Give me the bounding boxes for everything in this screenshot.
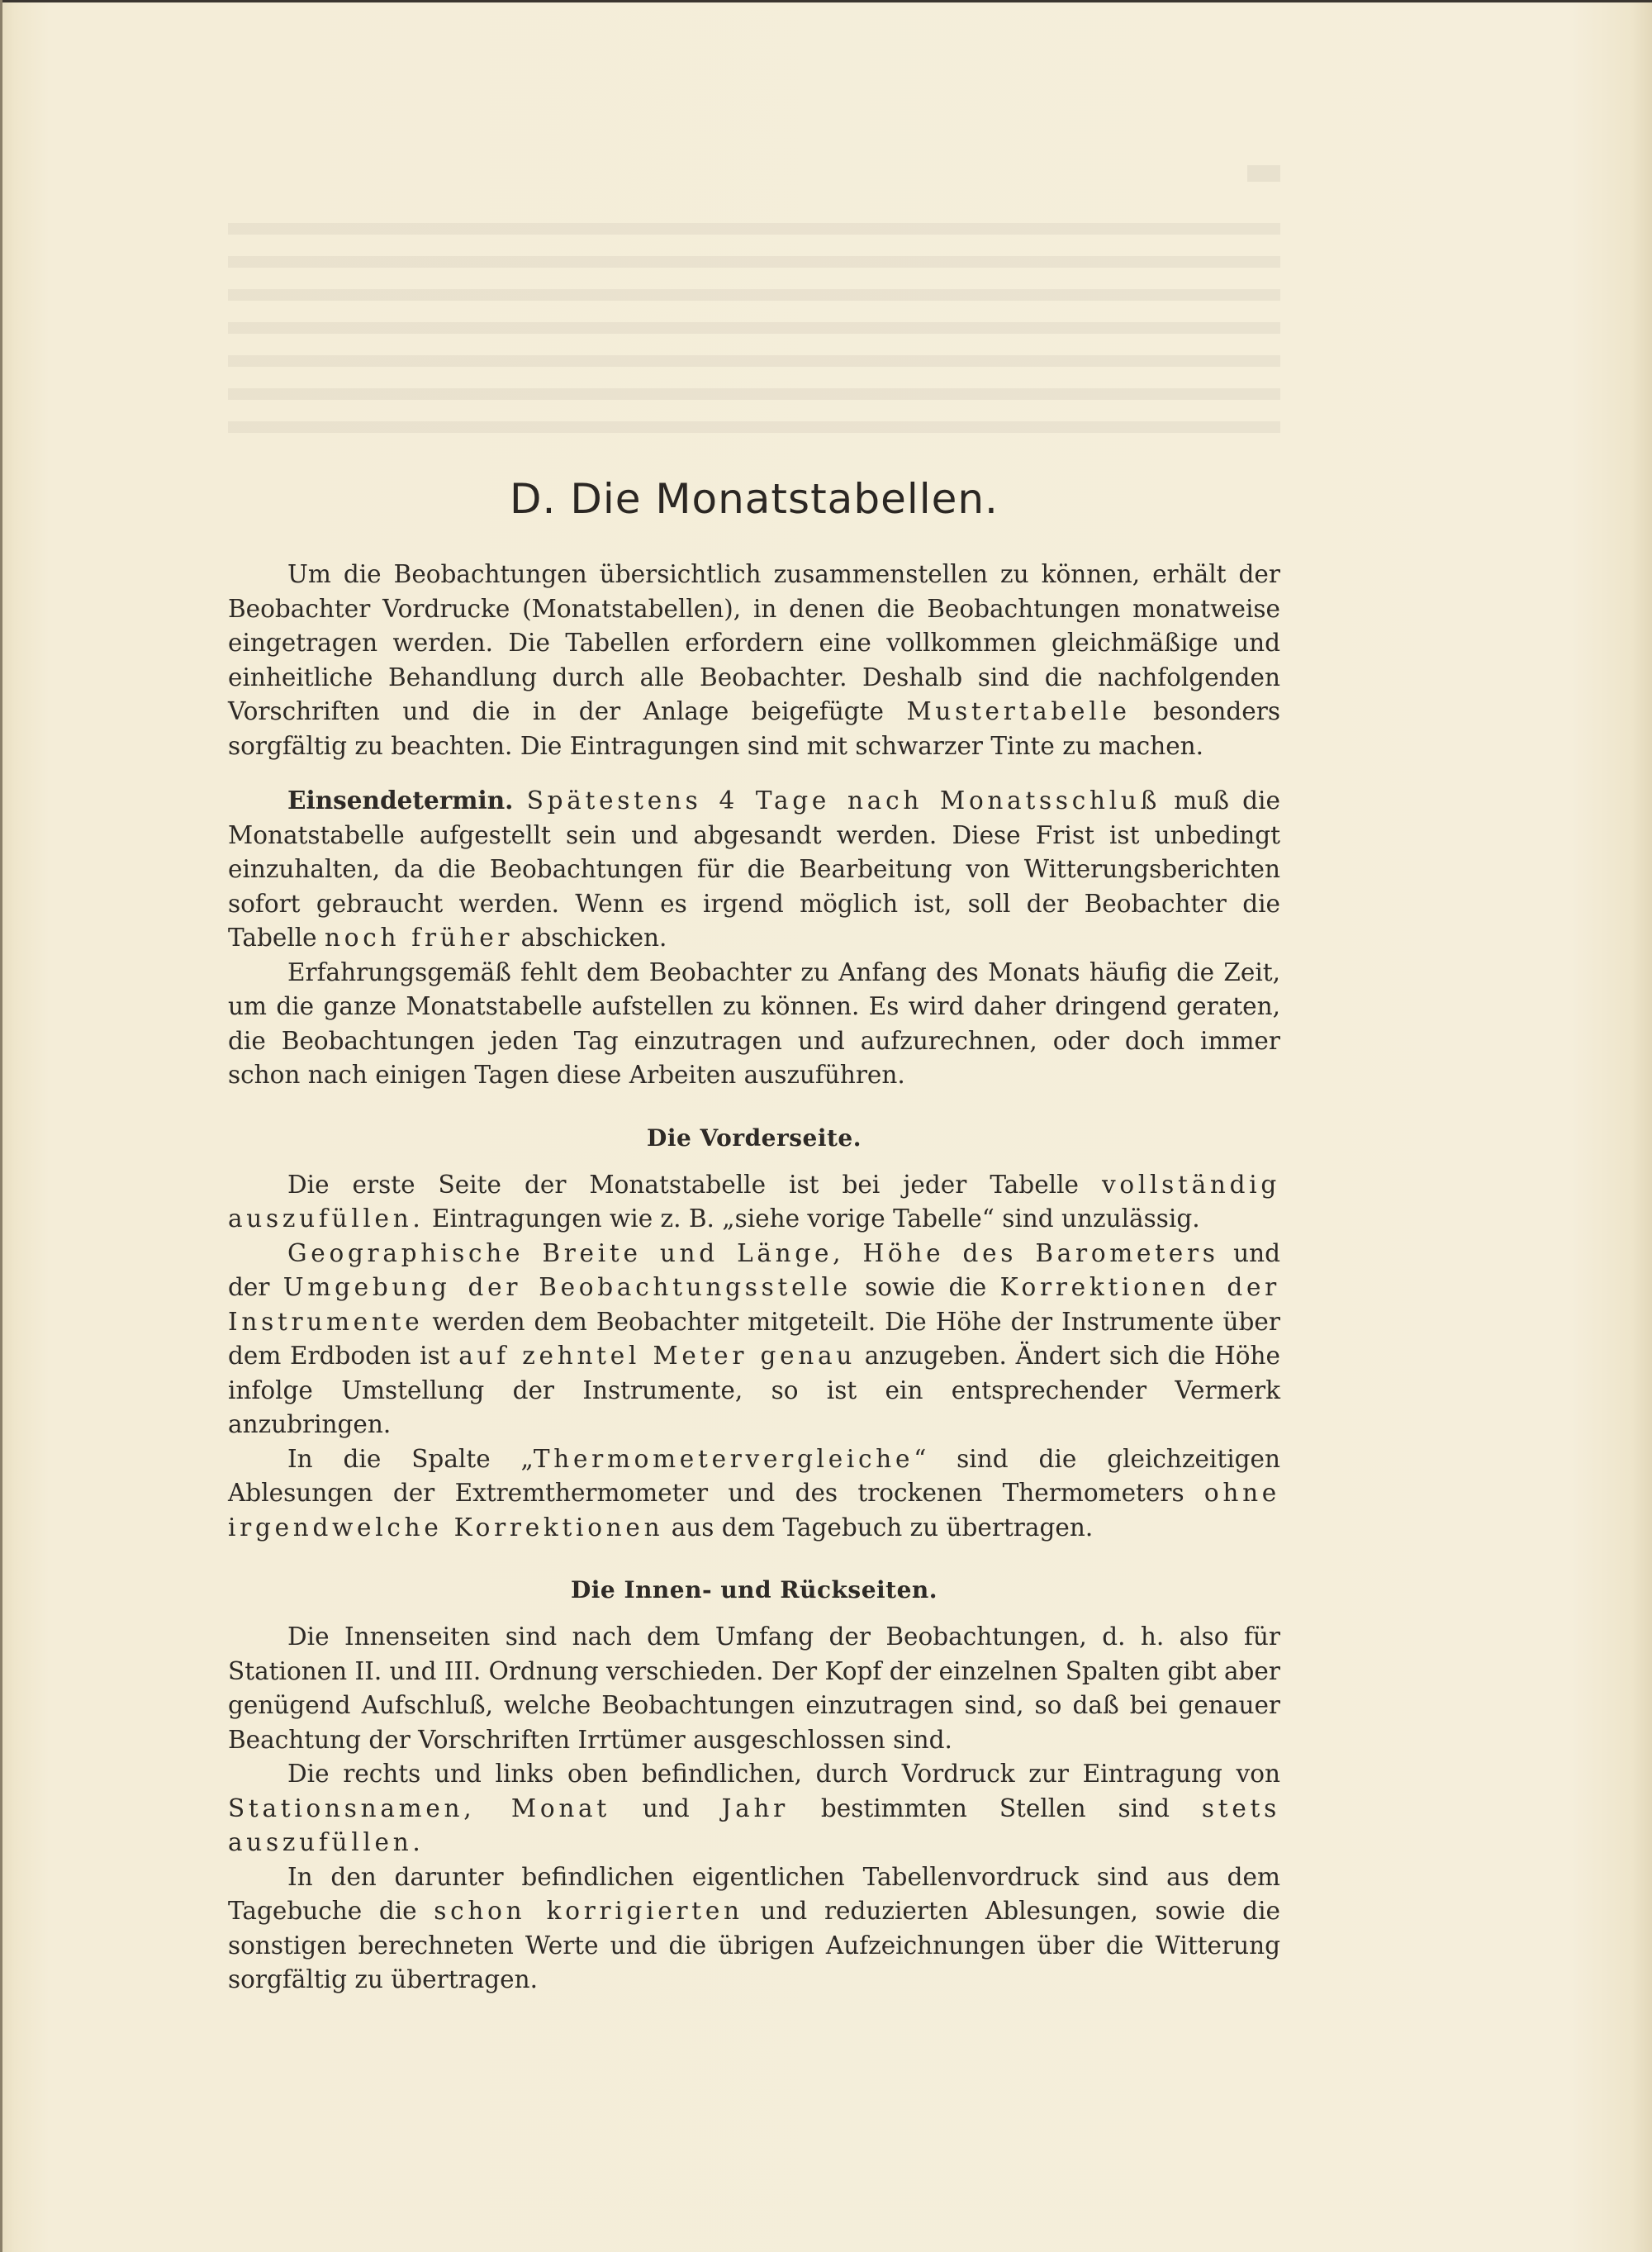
bleed-through-page-number	[1247, 165, 1280, 182]
front-paragraph-1: Die erste Seite der Monatstabelle ist bei jeder Tabelle vollständig auszufüllen. Eintragungen wie z. B. „siehe vorige Tabelle“ sind unzulässig.	[228, 1170, 1280, 1233]
emphasis: auf zehntel Meter genau	[458, 1342, 857, 1370]
emphasis: Spätestens 4 Tage nach Monatsschluß	[526, 786, 1161, 815]
front-paragraph-3: In die Spalte „Thermometervergleiche“ sind die gleichzeitigen Ablesungen der Extremthermometer und des trockenen Thermometers ohne irgendwelche Korrektionen aus dem Tagebuch zu übertragen.	[228, 1444, 1280, 1542]
intro-paragraph: Um die Beobachtungen übersichtlich zusammenstellen zu können, erhält der Beobachter Vordrucke (Monatstabellen), in denen die Beobachtungen monatweise eingetragen werden. Die Tabellen erfordern eine vollkommen gleichmäßige und einheitliche Behandlung durch alle Beobachter. Deshalb sind die nachfolgenden Vorschriften und die in der Anlage beigefügte Mustertabelle besonders sorgfältig zu beachten. Die Eintragungen sind mit schwarzer Tinte zu machen.	[228, 560, 1280, 760]
emphasis: Stationsnamen, Monat	[228, 1794, 610, 1822]
section-heading-front: Die Vorderseite.	[647, 1124, 862, 1152]
emphasis: Korrektionen der Instrumente	[228, 1273, 1280, 1336]
bleed-through-text	[228, 223, 1280, 454]
page-content	[228, 475, 1280, 1998]
run-in-heading: Einsendetermin.	[287, 786, 514, 815]
deadline-paragraph-2: Erfahrungsgemäß fehlt dem Beobachter zu Anfang des Monats häufig die Zeit, um die ganze Monatstabelle aufstellen zu können. Es wird daher dringend geraten, die Beobachtungen jeden Tag einzutragen und aufzurechnen, oder doch immer schon nach einigen Tagen diese Arbeiten auszuführen.	[228, 957, 1280, 1089]
top-edge-rule	[0, 0, 1652, 2]
emphasis: vollständig auszufüllen.	[228, 1170, 1280, 1233]
front-paragraph-2: Geographische Breite und Länge, Höhe des Barometers und der Umgebung der Beobachtungsstelle sowie die Korrektionen der Instrumente werden dem Beobachter mitgeteilt. Die Höhe der Instrumente über dem Erdboden ist auf zehntel Meter genau anzugeben. Ändert sich die Höhe infolge Umstellung der Instrumente, so ist ein entsprechender Vermerk anzubringen.	[228, 1238, 1281, 1438]
section-heading-inner: Die Innen- und Rückseiten.	[570, 1576, 938, 1603]
deadline-paragraph: Einsendetermin. Spätestens 4 Tage nach Monatsschluß muß die Monatstabelle aufgestellt sein und abgesandt werden. Diese Frist ist unbedingt einzuhalten, da die Beobachtungen für die Bearbeitung von Witterungsberichten sofort gebraucht werden. Wenn es irgend möglich ist, soll der Beobachter die Tabelle noch früher abschicken.	[228, 786, 1280, 952]
emphasis: Thermometervergleiche	[533, 1444, 914, 1473]
inner-paragraph-2: Die rechts und links oben befindlichen, durch Vordruck zur Eintragung von Stationsnamen, Monat und Jahr bestimmten Stellen sind stets auszufüllen.	[228, 1760, 1280, 1856]
emphasis: stets auszufüllen.	[228, 1794, 1280, 1856]
chapter-title: D. Die Monatstabellen.	[510, 475, 999, 523]
emphasis: ohne irgendwelche Korrektionen	[228, 1479, 1280, 1542]
inner-paragraph-3: In den darunter befindlichen eigentlichen Tabellenvordruck sind aus dem Tagebuche die schon korrigierten und reduzierten Ablesungen, sowie die sonstigen berechneten Werte und die übrigen Aufzeichnungen über die Witterung sorgfältig zu übertragen.	[228, 1862, 1280, 1993]
emphasis: Geographische Breite und Länge, Höhe des Barometers	[287, 1238, 1219, 1267]
binding-edge	[0, 0, 2, 2252]
emphasis: Mustertabelle	[906, 697, 1131, 725]
inner-paragraph-1: Die Innenseiten sind nach dem Umfang der Beobachtungen, d. h. also für Stationen II. und III. Ordnung verschieden. Der Kopf der einzelnen Spalten gibt aber genügend Aufschluß, welche Beobachtungen einzutragen sind, so daß bei genauer Beachtung der Vorschriften Irrtümer ausgeschlossen sind.	[228, 1622, 1280, 1754]
emphasis: Umgebung der Beobachtungsstelle	[282, 1273, 852, 1301]
emphasis: Jahr	[721, 1794, 790, 1822]
emphasis: schon korrigierten	[434, 1897, 743, 1925]
emphasis: noch früher	[325, 924, 514, 952]
